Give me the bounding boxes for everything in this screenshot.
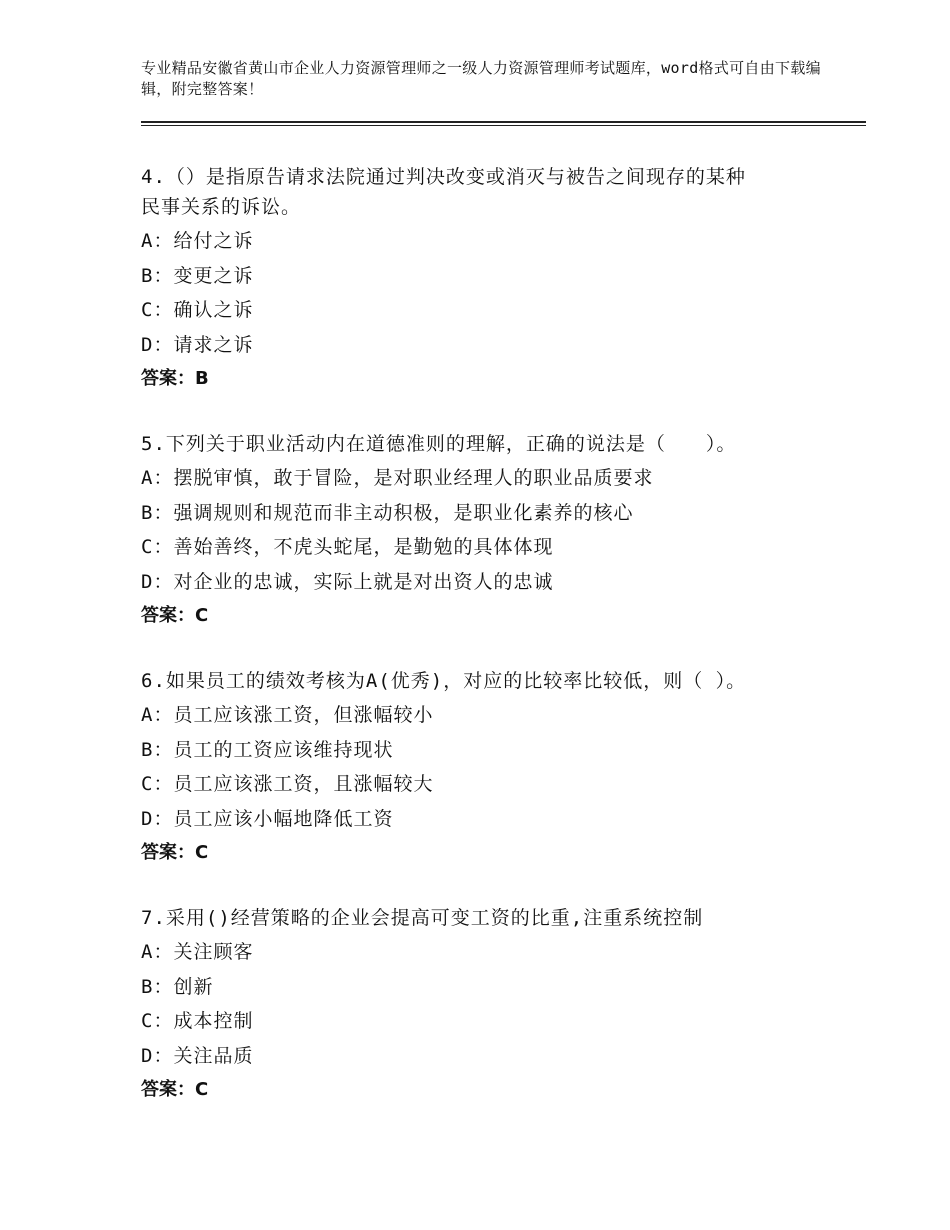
option-b: B：变更之诉	[141, 264, 254, 287]
question-stem: 4.（）是指原告请求法院通过判决改变或消灭与被告之间现存的某种	[141, 166, 746, 188]
question-stem: 7.采用()经营策略的企业会提高可变工资的比重,注重系统控制	[141, 907, 704, 929]
question-stem: 5.下列关于职业活动内在道德准则的理解，正确的说法是（ ）。	[141, 433, 737, 455]
option-a: A：员工应该涨工资，但涨幅较小	[141, 704, 434, 726]
option-a: A：关注顾客	[141, 941, 254, 963]
header-divider-top	[141, 121, 866, 123]
option-a: A：给付之诉	[141, 230, 254, 252]
answer: 答案：B	[141, 368, 209, 389]
question-5	[141, 429, 861, 633]
option-b: B：员工的工资应该维持现状	[141, 738, 394, 761]
question-4	[141, 162, 861, 396]
answer: 答案：C	[141, 1079, 209, 1100]
answer: 答案：C	[141, 842, 209, 863]
answer: 答案：C	[141, 605, 209, 626]
option-d: D：请求之诉	[141, 333, 254, 356]
header-divider-bottom	[141, 125, 866, 127]
option-d: D：对企业的忠诚，实际上就是对出资人的忠诚	[141, 570, 554, 593]
option-c: C：员工应该涨工资，且涨幅较大	[141, 773, 434, 795]
question-7	[141, 903, 861, 1107]
option-c: C：确认之诉	[141, 299, 254, 321]
option-b: B：创新	[141, 975, 214, 998]
question-list	[141, 162, 861, 1140]
document-header	[141, 58, 841, 100]
option-d: D：员工应该小幅地降低工资	[141, 807, 394, 830]
question-stem: 6.如果员工的绩效考核为A(优秀)，对应的比较率比较低，则（ ）。	[141, 670, 747, 692]
option-c: C：成本控制	[141, 1010, 254, 1032]
option-c: C：善始善终，不虎头蛇尾，是勤勉的具体体现	[141, 536, 554, 558]
question-6	[141, 666, 861, 870]
option-b: B：强调规则和规范而非主动积极，是职业化素养的核心	[141, 501, 634, 524]
question-stem: 民事关系的诉讼。	[141, 196, 302, 218]
option-d: D：关注品质	[141, 1044, 254, 1067]
header-text: 专业精品安徽省黄山市企业人力资源管理师之一级人力资源管理师考试题库，word格式可自由下载编辑，附完整答案！	[141, 59, 821, 98]
option-a: A：摆脱审慎，敢于冒险，是对职业经理人的职业品质要求	[141, 467, 654, 489]
